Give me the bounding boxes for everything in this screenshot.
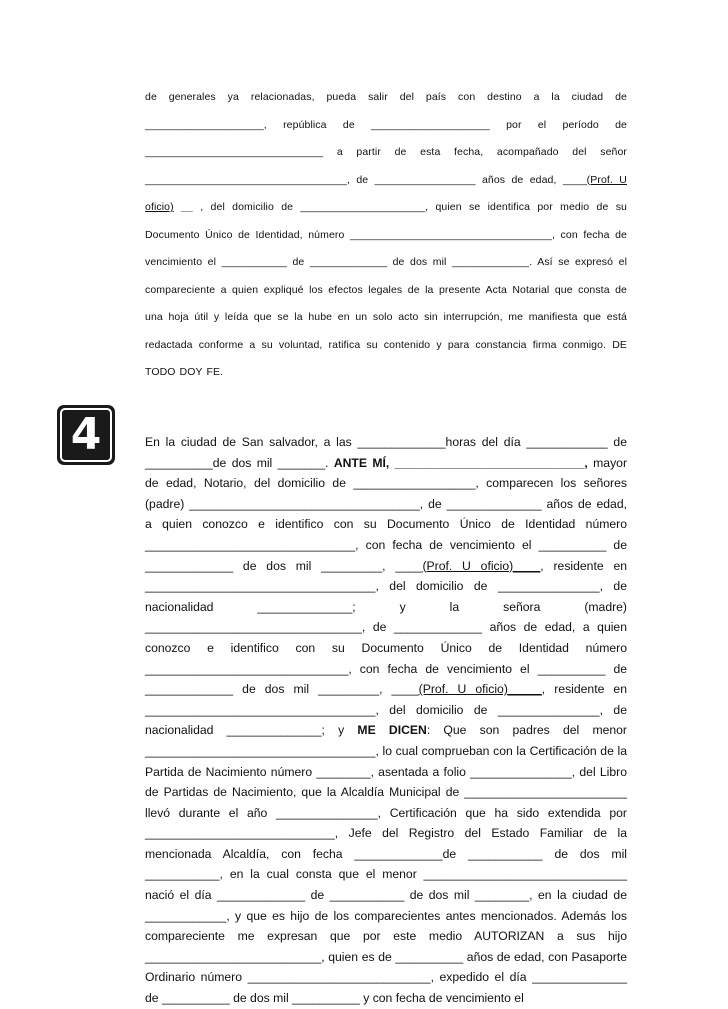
notarial-act-continuation — [145, 84, 627, 387]
text-run: , del domicilio de _____________________, quien se identifica por medio de su Documento Único de Identidad, número __________________________________, con fecha de vencimiento el ___________ de _____________ de dos mil _____________. Así se expresó el compareciente a quien expliqué los efectos legales de la presente Acta Notarial que consta de una hoja útil y leída que se la hube en un solo acto sin interrupción, me manifiesta que está redactada conforme a su voluntad, ratifica su contenido y para constancia firma conmigo. DE TODO DOY FE. — [145, 201, 627, 378]
paragraph-text — [145, 432, 627, 1009]
text-run: , residente en __________________________________, del domicilio de _______________, de nacionalidad ______________; y la señora (madre) ________________________________, de _____________ años de edad, a quien conozco e identifico con su Documento Único de Identidad número ______________________________, con fecha de vencimiento el __________ de _____________ de dos mil _________, ____ — [145, 558, 627, 697]
text-run: : Que son padres del menor __________________________________, lo cual comprueban con la Certificación de la Partida de Nacimiento número ________, asentada a folio _______________, del Libro de Partidas de Nacimiento, que la Alcaldía Municipal de ________________________ llevó durante el año _______________, Certificación que ha sido extendida por ____________________________, Jefe del Registro del Estado Familiar de la mencionada Alcaldía, con fecha _____________de ___________ de dos mil ___________, en la cual consta que el menor ______________________________ nació el día _____________ de ___________ de dos mil ________, en la ciudad de ____________, y que es hijo de los comparecientes antes mencionados. Además los compareciente me expresan que por este medio AUTORIZAN a sus hijo __________________________, quien es de __________ años de edad, con Pasaporte Ordinario número ___________________________, expedido el día ______________ de __________ de dos mil __________ y con fecha de vencimiento el — [145, 723, 627, 1006]
profession-placeholder: (Prof. U oficio) — [145, 173, 627, 213]
profession-placeholder: (Prof. U oficio)____ — [422, 558, 541, 573]
profession-placeholder: (Prof. U oficio)_____ — [418, 682, 542, 697]
section-number-badge — [57, 405, 115, 465]
notarial-act-section-4 — [145, 432, 627, 1009]
blank-line: __ — [181, 201, 193, 213]
me-dicen-label: ME DICEN — [357, 723, 427, 738]
text-run: En la ciudad de San salvador, a las _____________horas del día ____________ de __________de dos mil _______. — [145, 435, 627, 470]
text-run: , residente en __________________________________, del domicilio de _______________, de nacionalidad ______________; y — [145, 682, 627, 738]
paragraph-text — [145, 84, 627, 387]
text-run: de generales ya relacionadas, pueda salir del país con destino a la ciudad de ____________________, república de ____________________ por el período de ______________________________ a partir de esta fecha, acompañado del señor __________________________________, de _________________ años de edad, ____ — [145, 91, 627, 186]
ante-mi-label: ANTE MÍ, ____________________________, — [333, 455, 588, 470]
section-number: 4 — [70, 409, 102, 460]
text-run: mayor de edad, Notario, del domicilio de __________________, comparecen los señores (padre) __________________________________, de ______________ años de edad, a quien conozco e identifico con su Documento Único de Identidad número _______________________________, con fecha de vencimiento el __________ de _____________ de dos mil _________, ____ — [145, 455, 628, 573]
